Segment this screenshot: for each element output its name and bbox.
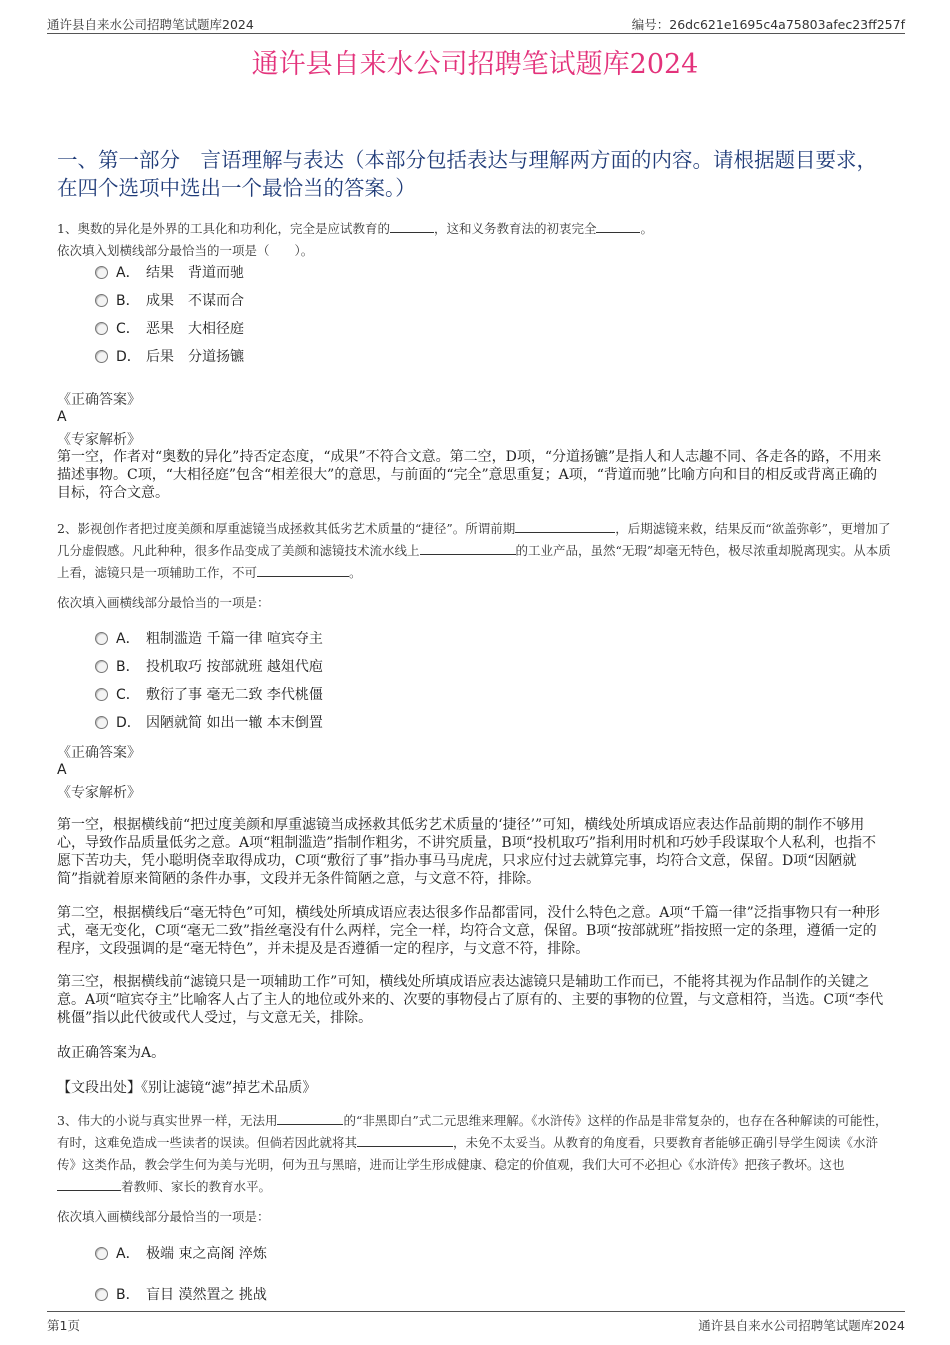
option-text: 粗制滥造 千篇一律 喧宾夺主 (146, 631, 323, 647)
radio-icon[interactable] (95, 1288, 108, 1301)
option-label: B． (116, 293, 140, 309)
q1-stem-part: ，这和义务教育法的初衷完全 (433, 221, 597, 236)
answer-blank (390, 219, 434, 233)
radio-icon[interactable] (95, 294, 108, 307)
q1-answer: A (57, 409, 67, 425)
q2-instruction: 依次填入画横线部分最恰当的一项是： (57, 595, 270, 610)
q1-analysis-label: 《专家解析》 (57, 432, 141, 448)
radio-icon[interactable] (95, 688, 108, 701)
radio-icon[interactable] (95, 322, 108, 335)
answer-blank (420, 541, 516, 555)
option-label: A． (116, 1246, 140, 1262)
option-label: B． (116, 1287, 140, 1303)
q2-stem-part: ，后期滤镜来救，结果反而“欲盖弥彰”，更增加了几分虚假感。凡此种种，很多作品变成了美颜和滤镜技术流水线上 (57, 521, 891, 558)
q1-analysis: 第一空，作者对“奥数的异化”持否定态度，“成果”不符合文意。第二空，D项，“分道扬镳”是指人和人志趣不同、各走各的路，不用来描述事物。C项，“大相径庭”包含“相差很大”的意思，与前面的“完全”意思重复；A项，“背道而驰”比喻方向和目的相反或背离正确的目标，符合文意。 (57, 449, 882, 501)
option-text: 后果 分道扬镳 (146, 349, 244, 365)
q1-option-b[interactable] (95, 290, 244, 310)
option-label: D． (116, 715, 141, 731)
q1-stem-part: 1、奥数的异化是外界的工具化和功利化，完全是应试教育的 (57, 221, 390, 236)
footer-title: 通许县自来水公司招聘笔试题库2024 (698, 1318, 905, 1333)
option-text: 投机取巧 按部就班 越俎代庖 (146, 659, 323, 675)
q3-stem-part: 着教师、家长的教育水平。 (121, 1179, 272, 1194)
q3-stem-part: 3、伟大的小说与真实世界一样，无法用 (57, 1113, 278, 1128)
option-text: 极端 束之高阁 淬炼 (146, 1246, 267, 1262)
q2-option-a[interactable] (95, 628, 323, 648)
answer-blank (277, 1111, 343, 1125)
q2-analysis-para-3: 第三空，根据横线前“滤镜只是一项辅助工作”可知，横线处所填成语应表达滤镜只是辅助工作而已，不能将其视为作品制作的关键之意。A项“喧宾夺主”比喻客人占了主人的地位或外来的、次要的事物侵占了原有的、主要的事物的位置，与文意相符，当选。C项“李代桃僵”指以此代彼或代人受过，与文意无关，排除。 (57, 974, 884, 1026)
option-label: B． (116, 659, 140, 675)
page-footer (47, 1311, 905, 1334)
answer-blank (515, 519, 615, 533)
radio-icon[interactable] (95, 660, 108, 673)
question-2-stem (57, 518, 895, 584)
q1-answer-label: 《正确答案》 (57, 392, 141, 408)
q1-option-d[interactable] (95, 346, 244, 366)
question-3-stem (57, 1110, 895, 1198)
answer-blank (257, 563, 349, 577)
q3-option-a[interactable] (95, 1243, 267, 1263)
header-doc-id: 编号：26dc621e1695c4a75803afec23ff257f (631, 17, 905, 32)
q2-conclusion: 故正确答案为A。 (57, 1045, 166, 1061)
option-label: C． (116, 687, 140, 703)
q2-option-d[interactable] (95, 712, 323, 732)
q2-stem-part: 的工业产品，虽然“无瑕”却毫无特色，极尽浓重却脱离现实。从本质上看，滤镜只是一项辅助工作，不可 (57, 543, 891, 580)
answer-blank (596, 219, 640, 233)
option-text: 结果 背道而驰 (146, 265, 244, 281)
answer-blank (57, 1177, 121, 1191)
radio-icon[interactable] (95, 716, 108, 729)
radio-icon[interactable] (95, 266, 108, 279)
option-label: C． (116, 321, 140, 337)
q3-stem-part: ，未免不太妥当。从教育的角度看，只要教育者能够正确引导学生阅读《水浒传》这类作品，教会学生何为美与光明，何为丑与黑暗，进而让学生形成健康、稳定的价值观，我们大可不必担心《水浒传》把孩子教坏。这也 (57, 1135, 879, 1172)
option-text: 因陋就简 如出一辙 本末倒置 (146, 715, 323, 731)
answer-blank (357, 1133, 453, 1147)
q2-analysis-label: 《专家解析》 (57, 785, 141, 801)
q2-stem-part: 2、影视创作者把过度美颜和厚重滤镜当成拯救其低劣艺术质量的“捷径”。所谓前期 (57, 521, 516, 536)
q2-stem-part: 。 (349, 565, 362, 580)
q2-source: 【文段出处】《别让滤镜“滤”掉艺术品质》 (57, 1080, 317, 1096)
q1-option-a[interactable] (95, 262, 244, 282)
radio-icon[interactable] (95, 350, 108, 363)
q1-instruction: 依次填入划横线部分最恰当的一项是（ ）。 (57, 243, 314, 258)
page-number: 第1页 (47, 1318, 80, 1333)
q2-analysis-para-2: 第二空，根据横线后“毫无特色”可知，横线处所填成语应表达很多作品都雷同，没什么特色之意。A项“千篇一律”泛指事物只有一种形式，毫无变化，C项“毫无二致”指丝毫没有什么两样，完全一样，均符合文意，保留。B项“按部就班”指按照一定的条理，遵循一定的程序，文段强调的是“毫无特色”，并未提及是否遵循一定的程序，与文意不符，排除。 (57, 905, 880, 957)
option-label: D． (116, 349, 141, 365)
option-label: A． (116, 631, 140, 647)
radio-icon[interactable] (95, 1247, 108, 1260)
header-title: 通许县自来水公司招聘笔试题库2024 (47, 17, 254, 32)
page-title: 通许县自来水公司招聘笔试题库2024 (251, 49, 699, 80)
option-text: 盲目 漠然置之 挑战 (146, 1287, 267, 1303)
q2-answer-label: 《正确答案》 (57, 745, 141, 761)
question-1-stem (57, 218, 895, 262)
q1-option-c[interactable] (95, 318, 244, 338)
q1-stem-part: 。 (640, 221, 653, 236)
page-header (47, 11, 905, 34)
option-text: 敷衍了事 毫无二致 李代桃僵 (146, 687, 323, 703)
q3-option-b[interactable] (95, 1284, 267, 1304)
q2-answer: A (57, 762, 67, 778)
section-heading: 一、第一部分 言语理解与表达（本部分包括表达与理解两方面的内容。请根据题目要求，在四个选项中选出一个最恰当的答案。） (57, 148, 877, 200)
q3-stem-part: 的“非黑即白”式二元思维来理解。《水浒传》这样的作品是非常复杂的，也存在各种解读的可能性，有时，这难免造成一些读者的误读。但倘若因此就将其 (57, 1113, 888, 1150)
q2-option-c[interactable] (95, 684, 323, 704)
q2-option-b[interactable] (95, 656, 323, 676)
q3-instruction: 依次填入画横线部分最恰当的一项是： (57, 1209, 270, 1224)
option-text: 恶果 大相径庭 (146, 321, 244, 337)
radio-icon[interactable] (95, 632, 108, 645)
option-text: 成果 不谋而合 (146, 293, 244, 309)
q2-analysis-para-1: 第一空，根据横线前“把过度美颜和厚重滤镜当成拯救其低劣艺术质量的‘捷径’”可知，横线处所填成语应表达作品前期的制作不够用心，导致作品质量低劣之意。A项“粗制滥造”指制作粗劣，不讲究质量，B项“投机取巧”指利用时机和巧妙手段谋取个人私利，也指不愿下苦功夫，凭小聪明侥幸取得成功，C项“敷衍了事”指办事马马虎虎，只求应付过去就算完事，均符合文意，保留。D项“因陋就简”指就着原来简陋的条件办事，文段并无条件简陋之意，与文意不符，排除。 (57, 817, 877, 887)
option-label: A． (116, 265, 140, 281)
